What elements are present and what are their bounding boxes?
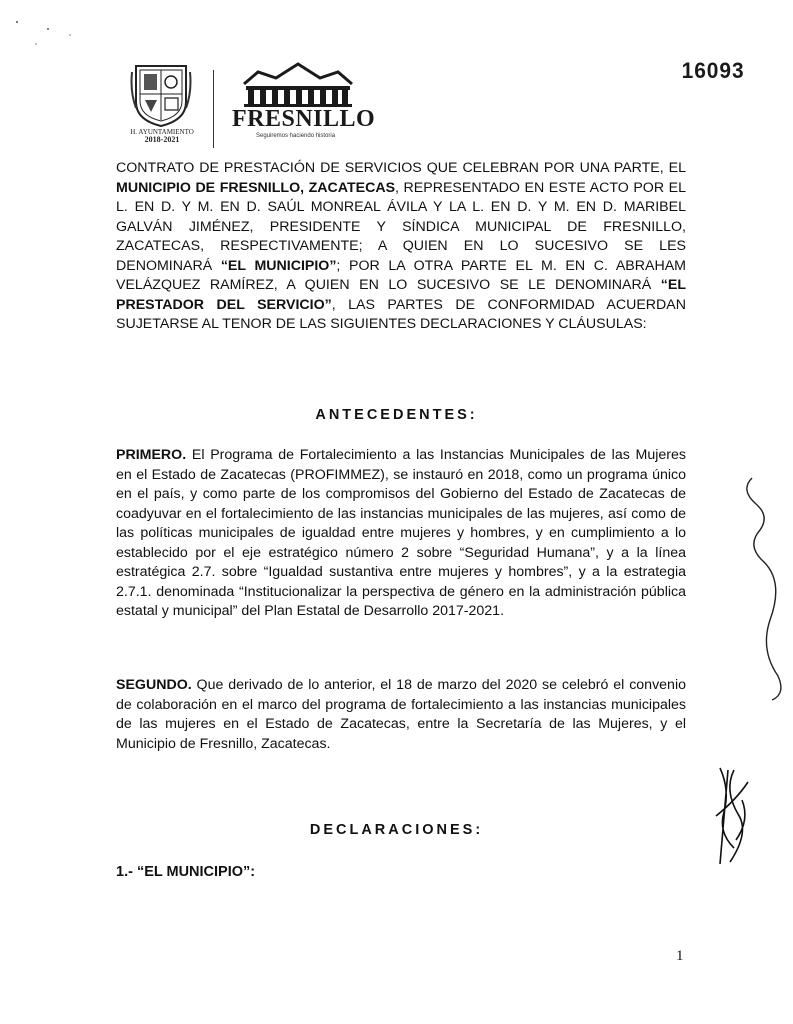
intro-bold-el-municipio: “EL MUNICIPIO”: [220, 257, 337, 274]
primero-paragraph: [116, 446, 686, 622]
fresnillo-logo-text: FRESNILLO: [232, 106, 376, 132]
margin-signature-marks: [690, 470, 793, 890]
contract-intro-paragraph: [116, 159, 686, 335]
intro-text-2: , REPRESENTADO EN ESTE ACTO POR EL L. EN D. Y M. EN D. SAÚL MONREAL ÁVILA Y LA L. EN D. Y M. EN D. MARIBEL GALVÁN JIMÉNEZ, PRESIDENTE Y SÍNDICA MUNICIPAL DE FRESNILLO, ZACATECAS, RESPECTIVAMENTE; A QUIEN EN LO SUCESIVO SE LES DENOMINARÁ: [116, 179, 686, 274]
primero-label: PRIMERO.: [116, 447, 187, 463]
page-number: 1: [676, 948, 684, 964]
intro-bold-prestador: “EL PRESTADOR DEL SERVICIO”: [116, 277, 686, 313]
segundo-paragraph: [116, 676, 686, 754]
seal-caption-years: 2018-2021: [144, 135, 180, 144]
intro-text-3: ; POR LA OTRA PARTE EL M. EN C. ABRAHAM VELÁZQUEZ RAMÍREZ, A QUIEN EN LO SUCESIVO SE LE DENOMINARÁ: [116, 257, 686, 293]
segundo-label: SEGUNDO.: [116, 677, 192, 693]
folio-number: 16093: [681, 58, 745, 83]
scan-specks: [0, 0, 120, 60]
header-divider: [213, 70, 214, 148]
seal-caption: [122, 128, 202, 144]
seal-caption-title: H. AYUNTAMIENTO: [130, 128, 194, 136]
intro-text-4: , LAS PARTES DE CONFORMIDAD ACUERDAN SUJETARSE AL TENOR DE LAS SIGUIENTES DECLARACIONES Y CLÁUSULAS:: [116, 296, 686, 332]
intro-bold-municipio: MUNICIPIO DE FRESNILLO, ZACATECAS: [116, 179, 396, 196]
declaracion-item-1: 1.- “EL MUNICIPIO”:: [116, 864, 256, 880]
primero-text: El Programa de Fortalecimiento a las Instancias Municipales de las Mujeres en el Estado de Zacatecas (PROFIMMEZ), se instauró en 2018, como un programa único en el país, y como parte de los compromisos del Gobierno del Estado de Zacatecas de coadyuvar en el fortalecimiento de las instancias municipales de las mujeres, así como de las políticas municipales de igualdad entre mujeres y hombres, y en cumplimiento a lo establecido por el eje estratégico número 2 sobre “Seguridad Humana”, y a la línea estratégica 2.7. sobre “Igualdad sustantiva entre mujeres y hombres”, y a la estrategia 2.7.1. denominada “Institucionalizar la perspectiva de género en la administración pública estatal y municipal” del Plan Estatal de Desarrollo 2017-2021.: [116, 447, 686, 619]
logo-slogan: Seguiremos haciendo historia: [256, 133, 336, 139]
declaraciones-heading: DECLARACIONES:: [309, 822, 484, 838]
segundo-text: Que derivado de lo anterior, el 18 de marzo del 2020 se celebró el convenio de colaboración en el marco del programa de fortalecimiento a las instancias municipales de las mujeres en el Estado de Zacatecas, entre la Secretaría de las Mujeres, y el Municipio de Fresnillo, Zacatecas.: [116, 677, 686, 752]
fresnillo-building-logo-icon: [238, 62, 358, 107]
antecedentes-heading: ANTECEDENTES:: [315, 407, 478, 423]
municipal-seal-icon: [130, 62, 192, 128]
intro-text-1: CONTRATO DE PRESTACIÓN DE SERVICIOS QUE CELEBRAN POR UNA PARTE, EL: [116, 160, 686, 176]
